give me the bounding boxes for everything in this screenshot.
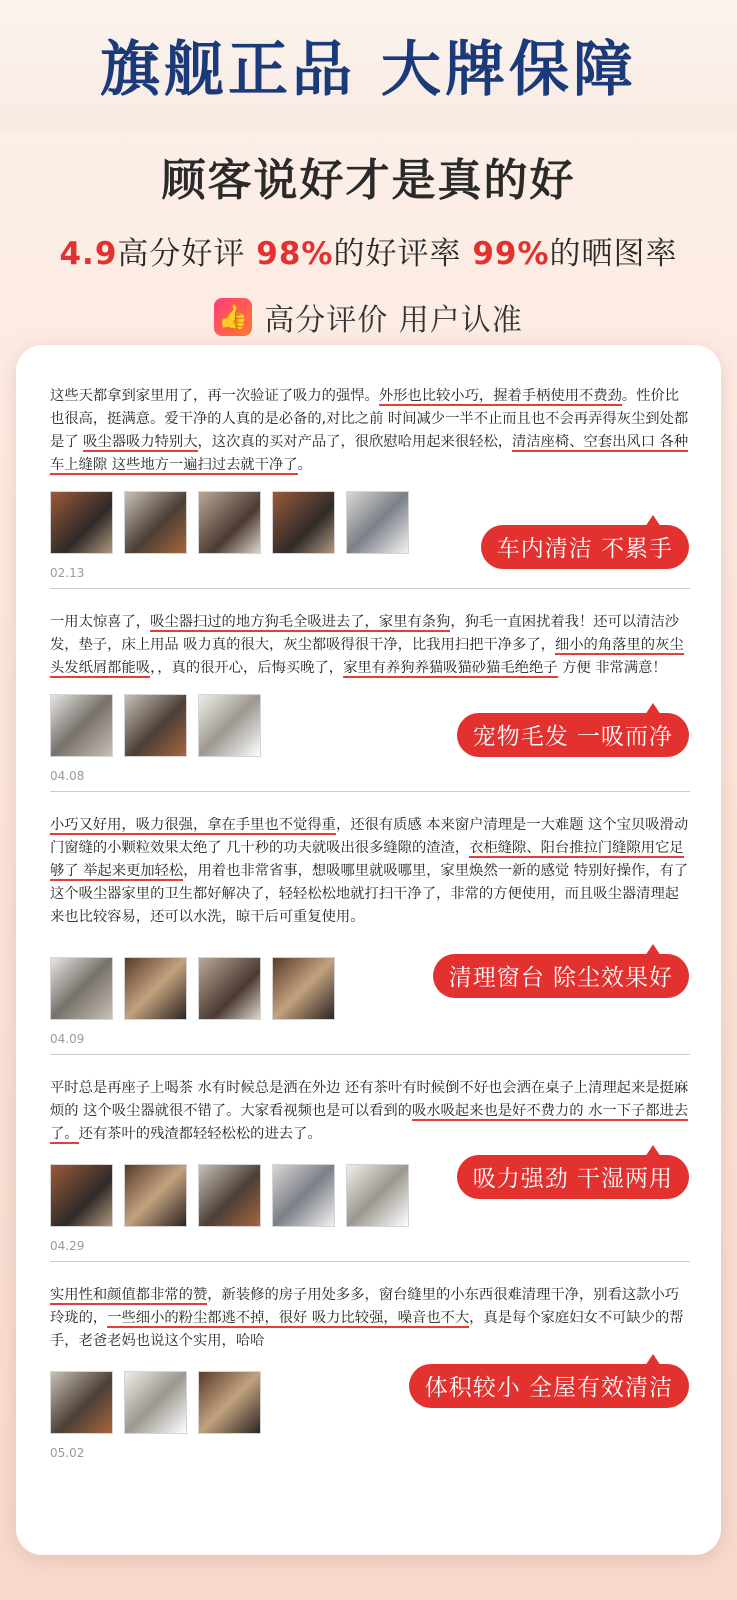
rating-score-label: 高分好评	[117, 236, 246, 272]
divider	[50, 1261, 690, 1262]
reviews-card	[16, 345, 721, 1555]
review-tag: 车内清洁 不累手	[481, 525, 689, 569]
review-item	[50, 611, 689, 792]
review-text: 这些天都拿到家里用了，再一次验证了吸力的强悍。外形也比较小巧，握着手柄使用不费劲。性价比也很高，挺满意。爱干净的人真的是必备的,对比之前 时间减少一半不止而且也不会再弄得灰尘到处都是了 吸尘器吸力特别大，这次真的买对产品了，很欣慰哈用起来很轻松，清洁座椅、空套出风口 各种车上缝隙 这些地方一遍扫过去就干净了。	[50, 388, 689, 473]
divider	[50, 1054, 690, 1055]
review-tag: 宠物毛发 一吸而净	[457, 713, 689, 757]
review-photo[interactable]	[346, 1164, 409, 1227]
review-photo[interactable]	[124, 957, 187, 1020]
divider	[50, 588, 690, 589]
review-photo[interactable]	[50, 957, 113, 1020]
review-photo[interactable]	[124, 1164, 187, 1227]
top-banner	[0, 0, 737, 130]
review-item	[50, 814, 689, 1055]
positive-rate-label: 的好评率	[333, 236, 462, 272]
review-photo[interactable]	[272, 957, 335, 1020]
review-date: 04.29	[50, 1239, 85, 1253]
rating-score: 4.9	[59, 236, 118, 272]
review-item	[50, 1284, 689, 1460]
review-text: 一用太惊喜了，吸尘器扫过的地方狗毛全吸进去了，家里有条狗，狗毛一直困扰着我！还可以清洁沙发，垫子，床上用品 吸力真的很大，灰尘都吸得很干净，比我用扫把干净多了，细小的角落里的灰尘头发纸屑都能吸，，真的很开心，后悔买晚了，家里有养狗养猫吸猫砂猫毛绝绝子 方便 非常满意！	[50, 614, 684, 676]
badge-text: 高分评价 用户认准	[264, 303, 523, 338]
review-photo[interactable]	[50, 491, 113, 554]
review-photo[interactable]	[198, 1164, 261, 1227]
review-date: 02.13	[50, 566, 85, 580]
review-date: 04.08	[50, 769, 85, 783]
review-photo[interactable]	[346, 491, 409, 554]
review-photo[interactable]	[198, 1371, 261, 1434]
photo-rate: 99%	[472, 236, 550, 272]
review-photo[interactable]	[124, 491, 187, 554]
rating-stats	[0, 228, 737, 273]
review-tag: 清理窗台 除尘效果好	[433, 954, 689, 998]
review-photo[interactable]	[50, 1371, 113, 1434]
review-photo[interactable]	[50, 694, 113, 757]
photo-rate-label: 的晒图率	[549, 236, 678, 272]
review-text: 小巧又好用，吸力很强，拿在手里也不觉得重，还很有质感 本来窗户清理是一大难题 这个宝贝吸滑动门窗缝的小颗粒效果太绝了 几十秒的功夫就吸出很多缝隙的渣渣，衣柜缝隙、阳台推拉门缝隙用它足够了 举起来更加轻松，用着也非常省事，想吸哪里就吸哪里，家里焕然一新的感觉 特别好操作，有了这个吸尘器家里的卫生都好解决了，轻轻松松地就打扫干净了，非常的方便使用，而且吸尘器清理起来也比较容易，还可以水洗，晾干后可重复使用。	[50, 817, 689, 925]
badge-row	[0, 295, 737, 339]
review-date: 05.02	[50, 1446, 85, 1460]
review-photo[interactable]	[198, 957, 261, 1020]
review-text: 平时总是再座子上喝茶 水有时候总是洒在外边 还有茶叶有时候倒不好也会洒在桌子上清理起来是挺麻烦的 这个吸尘器就很不错了。大家看视频也是可以看到的吸水吸起来也是好不费力的 水一下子都进去了。还有茶叶的残渣都轻轻松松的进去了。	[50, 1080, 689, 1142]
review-photo[interactable]	[272, 1164, 335, 1227]
banner-title: 旗舰正品 大牌保障	[100, 35, 637, 105]
review-photo[interactable]	[198, 694, 261, 757]
review-tag: 吸力强劲 干湿两用	[457, 1155, 689, 1199]
review-photo[interactable]	[272, 491, 335, 554]
headline: 顾客说好才是真的好	[161, 155, 576, 206]
review-item	[50, 385, 689, 589]
positive-rate: 98%	[256, 236, 334, 272]
review-photo[interactable]	[124, 1371, 187, 1434]
review-text: 实用性和颜值都非常的赞，新装修的房子用处多多，窗台缝里的小东西很难清理干净，别看这款小巧玲珑的，一些细小的粉尘都逃不掉，很好 吸力比较强，噪音也不大，真是每个家庭妇女不可缺少的帮手，老爸老妈也说这个实用，哈哈	[50, 1287, 684, 1349]
divider	[50, 791, 690, 792]
review-photo[interactable]	[124, 694, 187, 757]
review-date: 04.09	[50, 1032, 85, 1046]
review-photo[interactable]	[50, 1164, 113, 1227]
thumbs-up-icon: 👍	[214, 298, 252, 336]
review-item	[50, 1077, 689, 1262]
review-tag: 体积较小 全屋有效清洁	[409, 1364, 689, 1408]
review-photo[interactable]	[198, 491, 261, 554]
